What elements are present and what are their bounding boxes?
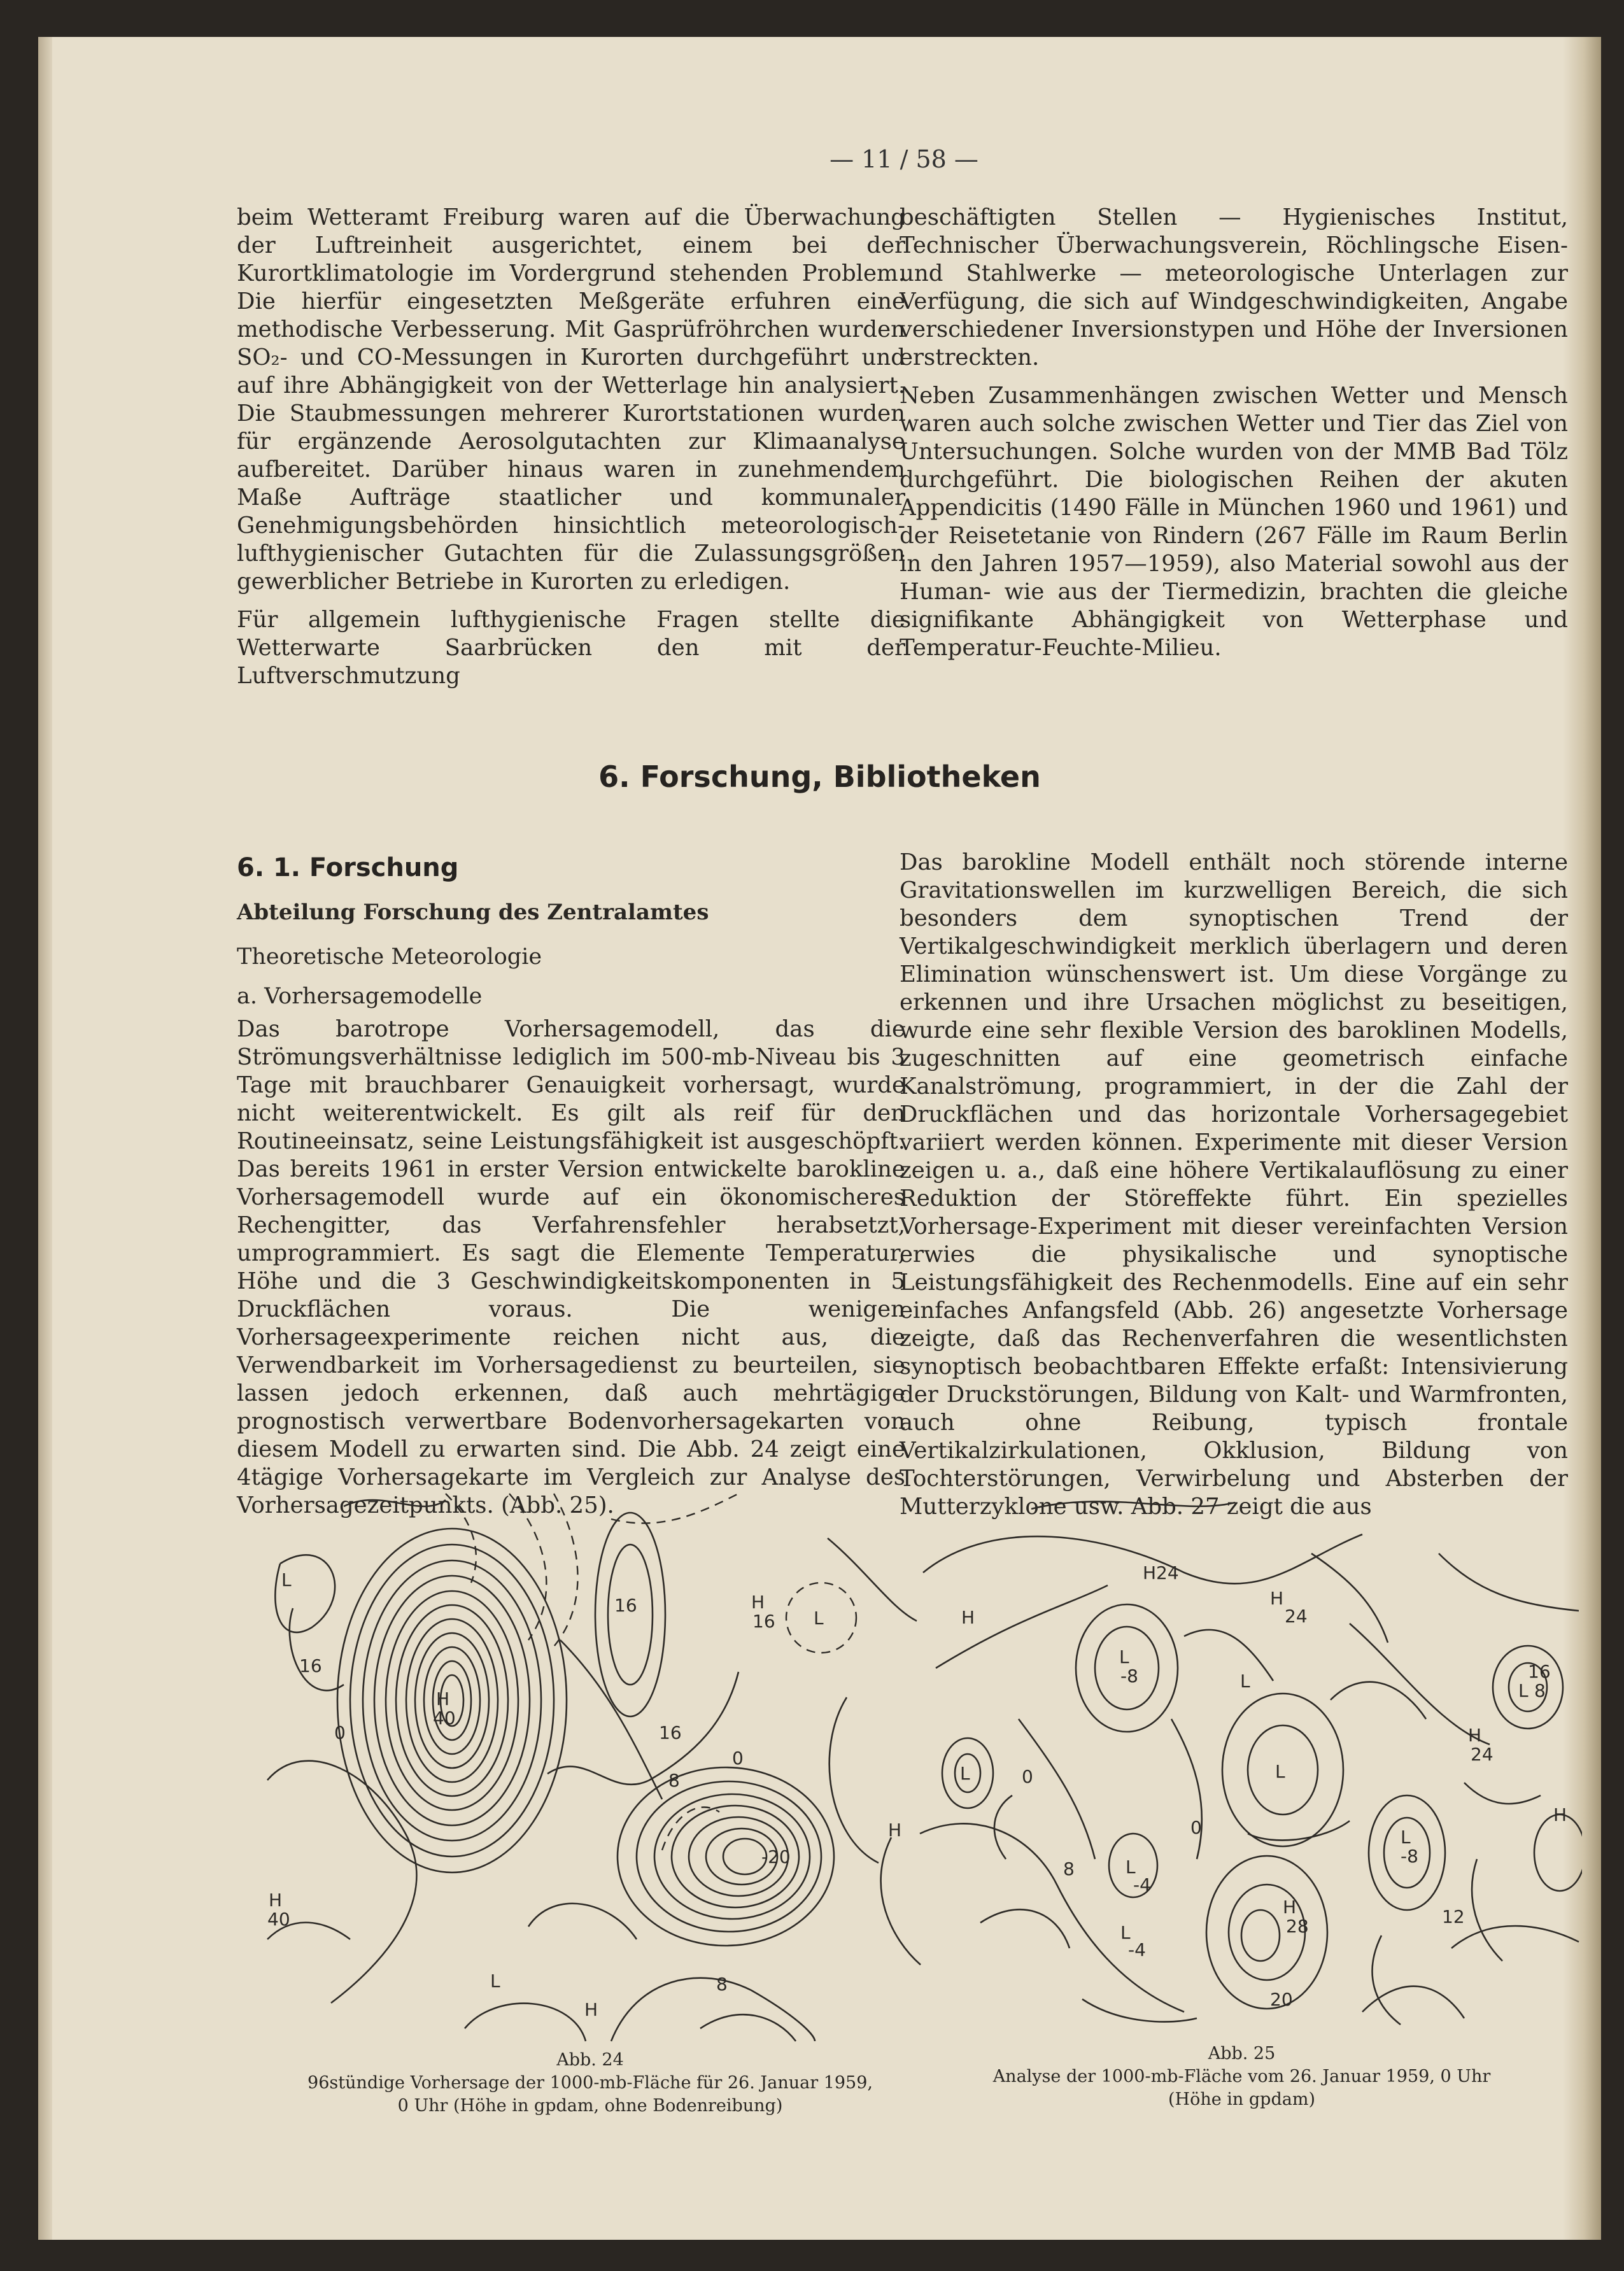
- fig25-label: L: [1240, 1671, 1250, 1692]
- fig24-label: 16: [614, 1595, 637, 1616]
- fig25-label: -8: [1120, 1666, 1138, 1687]
- page-binding-edge: [38, 37, 52, 2240]
- fig24-label: 0: [334, 1722, 346, 1743]
- paragraph: Für allgemein lufthygienische Fragen stellte die Wetterwarte Saarbrücken den mit der Luftverschmutzung: [237, 607, 905, 689]
- fig24-label: 16: [752, 1611, 775, 1632]
- fig25-label: H: [1283, 1897, 1297, 1918]
- fig25-label: L: [1518, 1680, 1529, 1701]
- fig25-caption-line: (Höhe in gpdam): [1168, 2090, 1315, 2109]
- department-heading: Abteilung Forschung des Zentralamtes: [237, 900, 709, 925]
- lower-left-column: [237, 1015, 905, 1530]
- paragraph: beim Wetteramt Freiburg waren auf die Überwachung der Luftreinheit ausgerichtet, einem bei der Kurortklimatologie im Vordergrund stehenden Problem. Die hierfür eingesetzten Meßgeräte erfuhren eine methodische Verbesserung. Mit Gasprüfröhrchen wurden SO₂- und CO-Messungen in Kurorten durchgeführt und auf ihre Abhängigkeit von der Wetterlage hin analysiert. Die Staubmessungen mehrerer Kurortstationen wurden für ergänzende Aerosolgutachten zur Klimaanalyse aufbereitet. Darüber hinaus waren in zunehmendem Maße Aufträge staatlicher und kommunaler Genehmigungsbehörden hinsichtlich meteorologisch-lufthygienischer Gutachten für die Zulassungsgrößen gewerblicher Betriebe in Kurorten zu erledigen.: [237, 204, 905, 595]
- fig24-label: H: [269, 1890, 283, 1911]
- fig24-label: 8: [668, 1770, 680, 1791]
- fig25-contour-map: [917, 1477, 1582, 2030]
- fig25-label: L: [1401, 1827, 1411, 1848]
- fig24-label: L: [281, 1569, 292, 1590]
- fig25-label: -4: [1128, 1939, 1146, 1960]
- fig24-label: 8: [716, 1974, 728, 1995]
- fig25-label: L: [1120, 1922, 1131, 1943]
- fig24-label: 40: [433, 1708, 456, 1729]
- fig25-label: 20: [1270, 1989, 1293, 2010]
- fig25-label: H: [1270, 1588, 1284, 1609]
- fig24-label: -20: [761, 1846, 791, 1867]
- fig25-label: -4: [1133, 1874, 1151, 1895]
- fig24-label: H: [888, 1820, 902, 1841]
- fig25-label: 16: [1528, 1661, 1551, 1682]
- fig25-label: 0: [1190, 1817, 1202, 1838]
- fig25-label: 8: [1534, 1680, 1546, 1701]
- page-number: — 11 / 58 —: [830, 145, 978, 173]
- fig25-caption-line: Analyse der 1000-mb-Fläche vom 26. Januar 1959, 0 Uhr: [992, 2067, 1491, 2086]
- fig25-label: 24: [1285, 1606, 1308, 1627]
- fig25-caption: [900, 2042, 1584, 2111]
- document-page: [38, 37, 1601, 2240]
- fig25-label: H: [1468, 1725, 1482, 1746]
- paragraph: beschäftigten Stellen — Hygienisches Institut, Technischer Überwachungsverein, Röchlingsche Eisen- und Stahlwerke — meteorologische Unterlagen zur Verfügung, die sich auf Windgeschwindigkeiten, Angabe verschiedener Inversionstypen und Höhe der Inversionen erstreckten.: [900, 204, 1568, 371]
- fig24-caption-line: 0 Uhr (Höhe in gpdam, ohne Bodenreibung): [397, 2096, 783, 2116]
- fig24-label: L: [490, 1970, 500, 1992]
- fig25-label: 24: [1471, 1744, 1493, 1765]
- subsection-heading: 6. 1. Forschung: [237, 853, 459, 882]
- fig25-label: 8: [1063, 1858, 1075, 1879]
- fig25-label: 28: [1286, 1916, 1309, 1937]
- fig24-contour-map: [255, 1481, 923, 2042]
- fig25-label: 12: [1442, 1906, 1465, 1927]
- fig25-label: 0: [1022, 1766, 1033, 1787]
- fig25-label: L: [1119, 1646, 1129, 1667]
- fig25-number: Abb. 25: [1208, 2044, 1276, 2063]
- topic-heading: Theoretische Meteorologie: [237, 944, 542, 970]
- fig25-label: H: [1553, 1804, 1567, 1825]
- fig25-label: H24: [1143, 1562, 1179, 1583]
- fig24-label: 0: [732, 1748, 744, 1769]
- fig24-label: L: [814, 1608, 824, 1629]
- paragraph: Das barotrope Vorhersagemodell, das die Strömungsverhältnisse lediglich im 500-mb-Niveau bis 3 Tage mit brauchbarer Genauigkeit vorhersagt, wurde nicht weiterentwickelt. Es gilt als reif für den Routineeinsatz, seine Leistungsfähigkeit ist ausgeschöpft. Das bereits 1961 in erster Version entwickelte barokline Vorhersagemodell wurde auf ein ökonomischeres Rechengitter, das Verfahrensfehler herabsetzt, umprogrammiert. Es sagt die Elemente Temperatur, Höhe und die 3 Geschwindigkeitskomponenten in 5 Druckflächen voraus. Die wenigen Vorhersageexperimente reichen nicht aus, die Verwendbarkeit im Vorhersagedienst zu beurteilen, sie lassen jedoch erkennen, daß auch mehrtägige prognostisch verwertbare Bodenvorhersagekarten von diesem Modell zu erwarten sind. Die Abb. 24 zeigt eine 4tägige Vorhersagekarte im Vergleich zur Analyse des Vorhersagezeitpunkts. (Abb. 25).: [237, 1016, 905, 1518]
- fig25-label: H: [961, 1607, 975, 1628]
- paragraph: Das barokline Modell enthält noch störende interne Gravitationswellen im kurzwelligen Bereich, die sich besonders dem synoptischen Trend der Vertikalgeschwindigkeit merklich überlagern und deren Elimination wünschenswert ist. Um diese Vorgänge zu erkennen und ihre Ursachen möglichst zu beseitigen, wurde eine sehr flexible Version des baroklinen Modells, zugeschnitten auf eine geometrisch einfache Kanalströmung, programmiert, in der die Zahl der Druckflächen und das horizontale Vorhersagegebiet variiert werden können. Experimente mit dieser Version zeigen u. a., daß eine höhere Vertikalauflösung zu einer Reduktion der Störeffekte führt. Ein spezielles Vorhersage-Experiment mit dieser vereinfachten Version erwies die physikalische und synoptische Leistungsfähigkeit des Rechenmodells. Eine auf ein sehr einfaches Anfangsfeld (Abb. 26) angesetzte Vorhersage zeigte, daß das Rechenverfahren die wesentlichsten synoptisch beobachtbaren Effekte erfaßt: Intensivierung der Druckstörungen, Bildung von Kalt- und Warmfronten, auch ohne Reibung, typisch frontale Vertikalzirkulationen, Okklusion, Bildung von Tochterstörungen, Verwirbelung und Absterben der Mutterzyklone usw. Abb. 27 zeigt die aus: [900, 849, 1568, 1520]
- fig24-label: 40: [267, 1909, 290, 1930]
- fig25-label: L: [960, 1763, 970, 1784]
- paragraph: Neben Zusammenhängen zwischen Wetter und Mensch waren auch solche zwischen Wetter und Tier das Ziel von Untersuchungen. Solche wurden von der MMB Bad Tölz durchgeführt. Die biologischen Reihen der akuten Appendicitis (1490 Fälle in München 1960 und 1961) und der Reisetetanie von Rindern (267 Fälle im Raum Berlin in den Jahren 1957—1959), also Material sowohl aus der Human- wie aus der Tiermedizin, brachten die gleiche signifikante Abhängigkeit von Wetterphase und Temperatur-Feuchte-Milieu.: [900, 383, 1568, 661]
- section-heading: 6. Forschung, Bibliotheken: [598, 760, 1041, 794]
- item-heading: a. Vorhersagemodelle: [237, 984, 483, 1009]
- fig24-number: Abb. 24: [556, 2050, 624, 2070]
- fig25-label: L: [1275, 1761, 1285, 1782]
- fig24-label: H: [584, 1999, 598, 2020]
- fig24-label: H: [436, 1688, 450, 1709]
- fig24-label: 16: [299, 1655, 322, 1676]
- fig25-label: -8: [1401, 1846, 1418, 1867]
- lower-right-column: [900, 849, 1568, 1531]
- fig25-label: L: [1126, 1857, 1136, 1878]
- fig24-label: 16: [659, 1722, 682, 1743]
- fig24-label: H: [751, 1592, 765, 1613]
- fig24-caption-line: 96stündige Vorhersage der 1000-mb-Fläche für 26. Januar 1959,: [307, 2073, 873, 2093]
- fig24-caption: [237, 2049, 943, 2118]
- upper-right-column: [900, 204, 1568, 672]
- upper-left-column: [237, 204, 905, 700]
